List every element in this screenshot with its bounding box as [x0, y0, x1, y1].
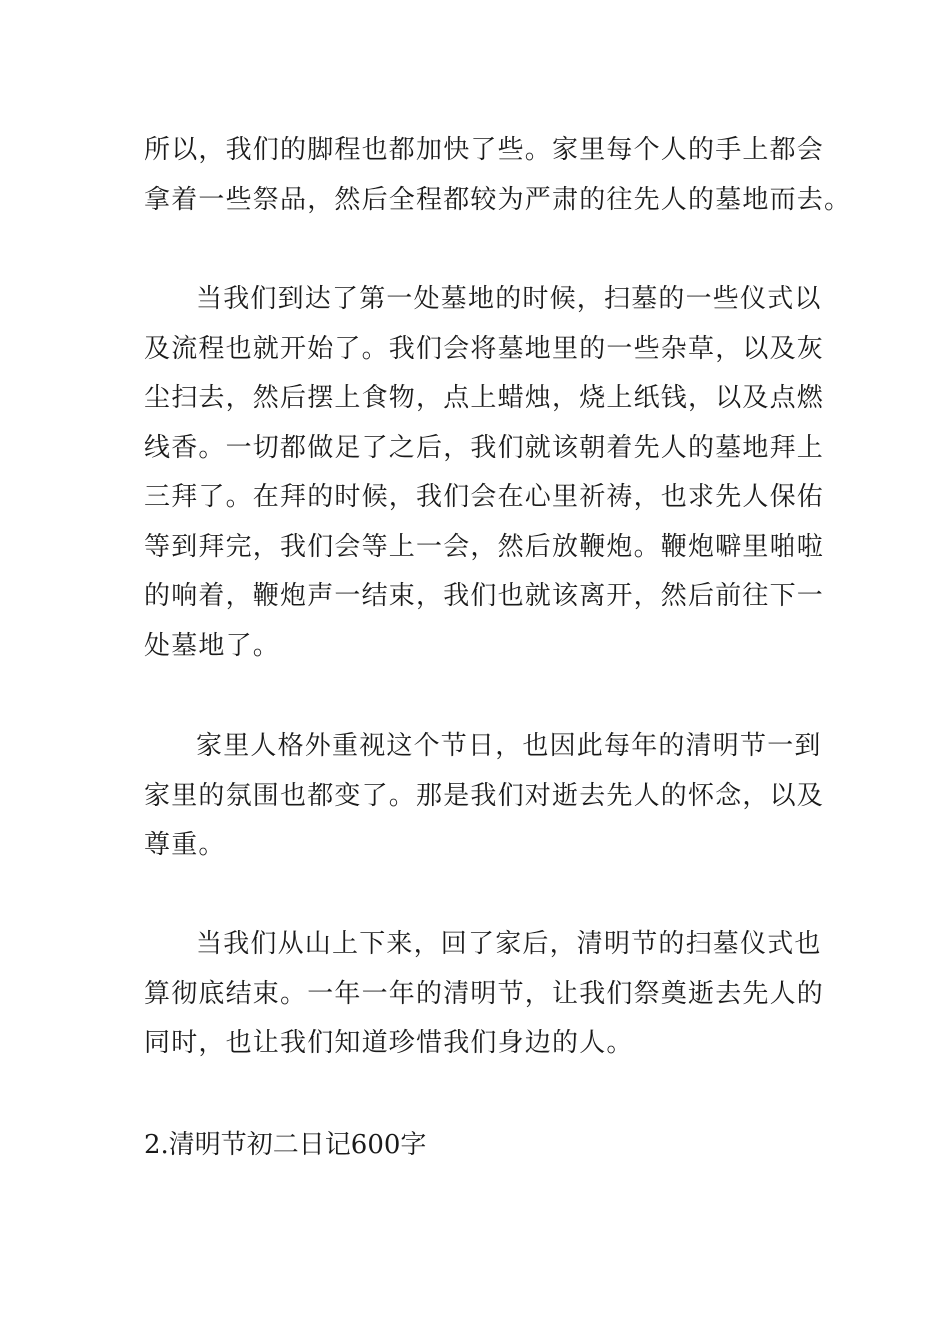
text-line: 当我们到达了第一处墓地的时候，扫墓的一些仪式以: [196, 284, 822, 314]
text-line: 同时，也让我们知道珍惜我们身边的人。: [144, 1028, 634, 1058]
text-line: 及流程也就开始了。我们会将墓地里的一些杂草，以及灰: [144, 333, 825, 364]
text-line: 三拜了。在拜的时候，我们会在心里祈祷，也求先人保佑: [144, 482, 825, 512]
text-line: 处墓地了。: [144, 630, 281, 661]
text-line: 线香。一切都做足了之后，我们就该朝着先人的墓地拜上: [144, 432, 825, 463]
text-line: 拿着一些祭品，然后全程都较为严肃的往先人的墓地而去。: [144, 184, 852, 215]
paragraph-3: [144, 722, 825, 871]
text-line: 当我们从山上下来，回了家后，清明节的扫墓仪式也: [196, 929, 822, 959]
paragraph-1: [144, 126, 852, 225]
paragraph-2: [144, 275, 825, 671]
text-line: 等到拜完，我们会等上一会，然后放鞭炮。鞭炮噼里啪啦: [144, 531, 825, 562]
text-line: 尘扫去，然后摆上食物，点上蜡烛，烧上纸钱，以及点燃: [144, 383, 825, 413]
text-line: 尊重。: [144, 830, 226, 860]
paragraph-4: [144, 920, 825, 1069]
text-line: 家里人格外重视这个节日，也因此每年的清明节一到: [196, 731, 822, 761]
text-line: 算彻底结束。一年一年的清明节，让我们祭奠逝去先人的: [144, 978, 825, 1009]
text-line: 家里的氛围也都变了。那是我们对逝去先人的怀念，以及: [144, 780, 825, 811]
section-heading: 2.清明节初二日记600字: [144, 1130, 427, 1160]
text-line: 的响着，鞭炮声一结束，我们也就该离开，然后前往下一: [144, 581, 825, 611]
text-line: 所以，我们的脚程也都加快了些。家里每个人的手上都会: [144, 135, 825, 165]
